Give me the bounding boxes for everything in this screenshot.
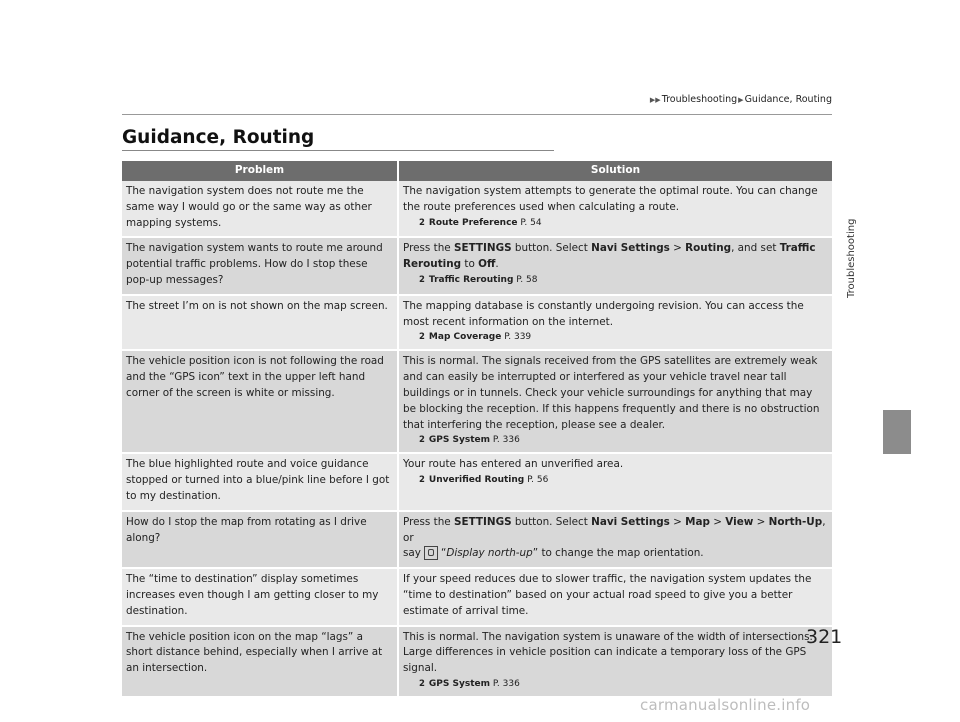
voice-talk-icon xyxy=(424,546,438,560)
problem-cell: The vehicle position icon is not following the road and the “GPS icon” text in the upper left hand corner of the screen is white or missing. xyxy=(122,350,398,453)
solution-text: This is normal. The navigation system is unaware of the width of intersections. Large differences in vehicle position can indicate a temporary loss of the GPS signal. xyxy=(403,630,813,675)
solution-text: The mapping database is constantly undergoing revision. You can access the most recent information on the internet. xyxy=(403,299,804,328)
problem-cell: The “time to destination” display sometimes increases even though I am getting closer to my destination. xyxy=(122,568,398,625)
table-row xyxy=(122,453,832,510)
breadcrumb-section: Troubleshooting xyxy=(661,94,738,105)
watermark: carmanualsonline.info xyxy=(640,696,811,714)
text-run: Press the xyxy=(403,242,455,255)
solution-cell xyxy=(398,350,832,453)
side-section-label: Troubleshooting xyxy=(846,218,857,298)
breadcrumb-arrow-icon: ▶ xyxy=(738,96,744,104)
table-row xyxy=(122,568,832,625)
table-row xyxy=(122,237,832,294)
solution-cell xyxy=(398,626,832,696)
menu-item-label: Routing xyxy=(685,242,732,255)
text-run: , or xyxy=(403,515,826,544)
text-run: button. Select xyxy=(511,242,592,255)
reference-icon: 2 xyxy=(419,475,425,486)
solution-text-line2: say “Display north-up” to change the map orientation. xyxy=(403,547,704,560)
breadcrumb-current: Guidance, Routing xyxy=(744,94,832,105)
solution-text xyxy=(403,241,827,273)
solution-cell xyxy=(398,237,832,294)
page-reference xyxy=(403,330,827,344)
menu-item-label: Traffic Rerouting xyxy=(403,242,816,271)
text-run: to xyxy=(461,258,479,271)
reference-icon: 2 xyxy=(419,274,425,285)
menu-item-label: Off xyxy=(478,258,496,271)
table-row xyxy=(122,511,832,568)
text-run: > xyxy=(753,515,769,528)
reference-icon: 2 xyxy=(419,332,425,343)
problem-cell: The navigation system does not route me the same way I would go or the same way as other mapping systems. xyxy=(122,181,398,237)
reference-label: GPS System xyxy=(428,435,491,446)
reference-label: Unverified Routing xyxy=(428,475,525,486)
solution-text: The navigation system attempts to generate the optimal route. You can change the route preferences used when calculating a route. xyxy=(403,185,818,213)
reference-icon: 2 xyxy=(419,435,425,446)
voice-command: Display north-up xyxy=(446,547,533,560)
page-number: 321 xyxy=(806,626,843,648)
reference-label: GPS System xyxy=(428,678,491,689)
text-run: button. Select xyxy=(511,515,592,528)
menu-item-label: North-Up xyxy=(768,515,823,528)
table-header-row xyxy=(122,161,832,181)
solution-cell xyxy=(398,511,832,568)
header-rule xyxy=(122,114,832,115)
reference-page: P. 336 xyxy=(492,678,520,689)
problem-cell: The vehicle position icon on the map “lags” a short distance behind, especially when I arrive at an intersection. xyxy=(122,626,398,696)
reference-page: P. 58 xyxy=(516,274,538,285)
problem-cell: How do I stop the map from rotating as I drive along? xyxy=(122,511,398,568)
reference-label: Map Coverage xyxy=(428,332,502,343)
menu-item-label: Navi Settings xyxy=(591,242,670,255)
text-run: > xyxy=(709,515,726,528)
reference-icon: 2 xyxy=(419,678,425,689)
table-row xyxy=(122,295,832,351)
solution-cell xyxy=(398,453,832,510)
reference-page: P. 56 xyxy=(527,475,549,486)
problem-cell: The navigation system wants to route me around potential traffic problems. How do I stop these pop-up messages? xyxy=(122,237,398,294)
page-reference xyxy=(403,216,827,230)
side-section-tab xyxy=(883,410,911,454)
menu-item-label: Navi Settings xyxy=(591,515,670,528)
problem-cell: The street I’m on is not shown on the map screen. xyxy=(122,295,398,351)
text-run: say xyxy=(403,547,421,560)
table-row xyxy=(122,626,832,696)
reference-page: P. 336 xyxy=(492,435,520,446)
text-run: . xyxy=(495,258,499,271)
table-row xyxy=(122,181,832,237)
breadcrumb-arrow-icon: ▶▶ xyxy=(649,96,661,104)
solution-text: Your route has entered an unverified area. xyxy=(403,458,624,471)
reference-icon: 2 xyxy=(419,217,425,228)
solution-text: This is normal. The signals received from the GPS satellites are extremely weak and can easily be interrupted or interfered as your vehicle travel near tall buildings or in tunnels. Check your vehicle surroundings for anything that may be blocking the reception. If this happens frequently and there is no obstruction that interfering the reception, please see a dealer. xyxy=(403,355,820,431)
text-run: > xyxy=(669,515,686,528)
troubleshooting-table xyxy=(122,161,832,696)
problem-cell: The blue highlighted route and voice guidance stopped or turned into a blue/pink line before I got to my destination. xyxy=(122,453,398,510)
solution-text xyxy=(403,515,827,547)
text-run: , and set xyxy=(731,242,780,255)
page-title: Guidance, Routing xyxy=(122,127,315,148)
solution-cell xyxy=(398,295,832,351)
breadcrumb xyxy=(598,94,832,105)
menu-item-label: Map xyxy=(685,515,710,528)
header-problem: Problem xyxy=(122,161,398,181)
title-underline xyxy=(122,150,554,151)
reference-label: Route Preference xyxy=(428,217,518,228)
page-reference xyxy=(403,473,827,487)
menu-item-label: View xyxy=(725,515,754,528)
reference-page: P. 339 xyxy=(504,332,532,343)
table-row xyxy=(122,350,832,453)
reference-label: Traffic Rerouting xyxy=(428,274,514,285)
text-run: Press the xyxy=(403,515,455,528)
page-reference xyxy=(403,273,827,287)
text-run: > xyxy=(669,242,686,255)
page-reference xyxy=(403,433,827,447)
header-solution: Solution xyxy=(398,161,832,181)
solution-cell xyxy=(398,181,832,237)
page-reference xyxy=(403,677,827,691)
reference-page: P. 54 xyxy=(520,217,542,228)
text-run: to change the map orientation. xyxy=(538,547,704,560)
settings-button-label: SETTINGS xyxy=(454,515,512,528)
settings-button-label: SETTINGS xyxy=(454,242,512,255)
solution-cell: If your speed reduces due to slower traffic, the navigation system updates the “time to destination” based on your actual road speed to give you a better estimate of arrival time. xyxy=(398,568,832,625)
